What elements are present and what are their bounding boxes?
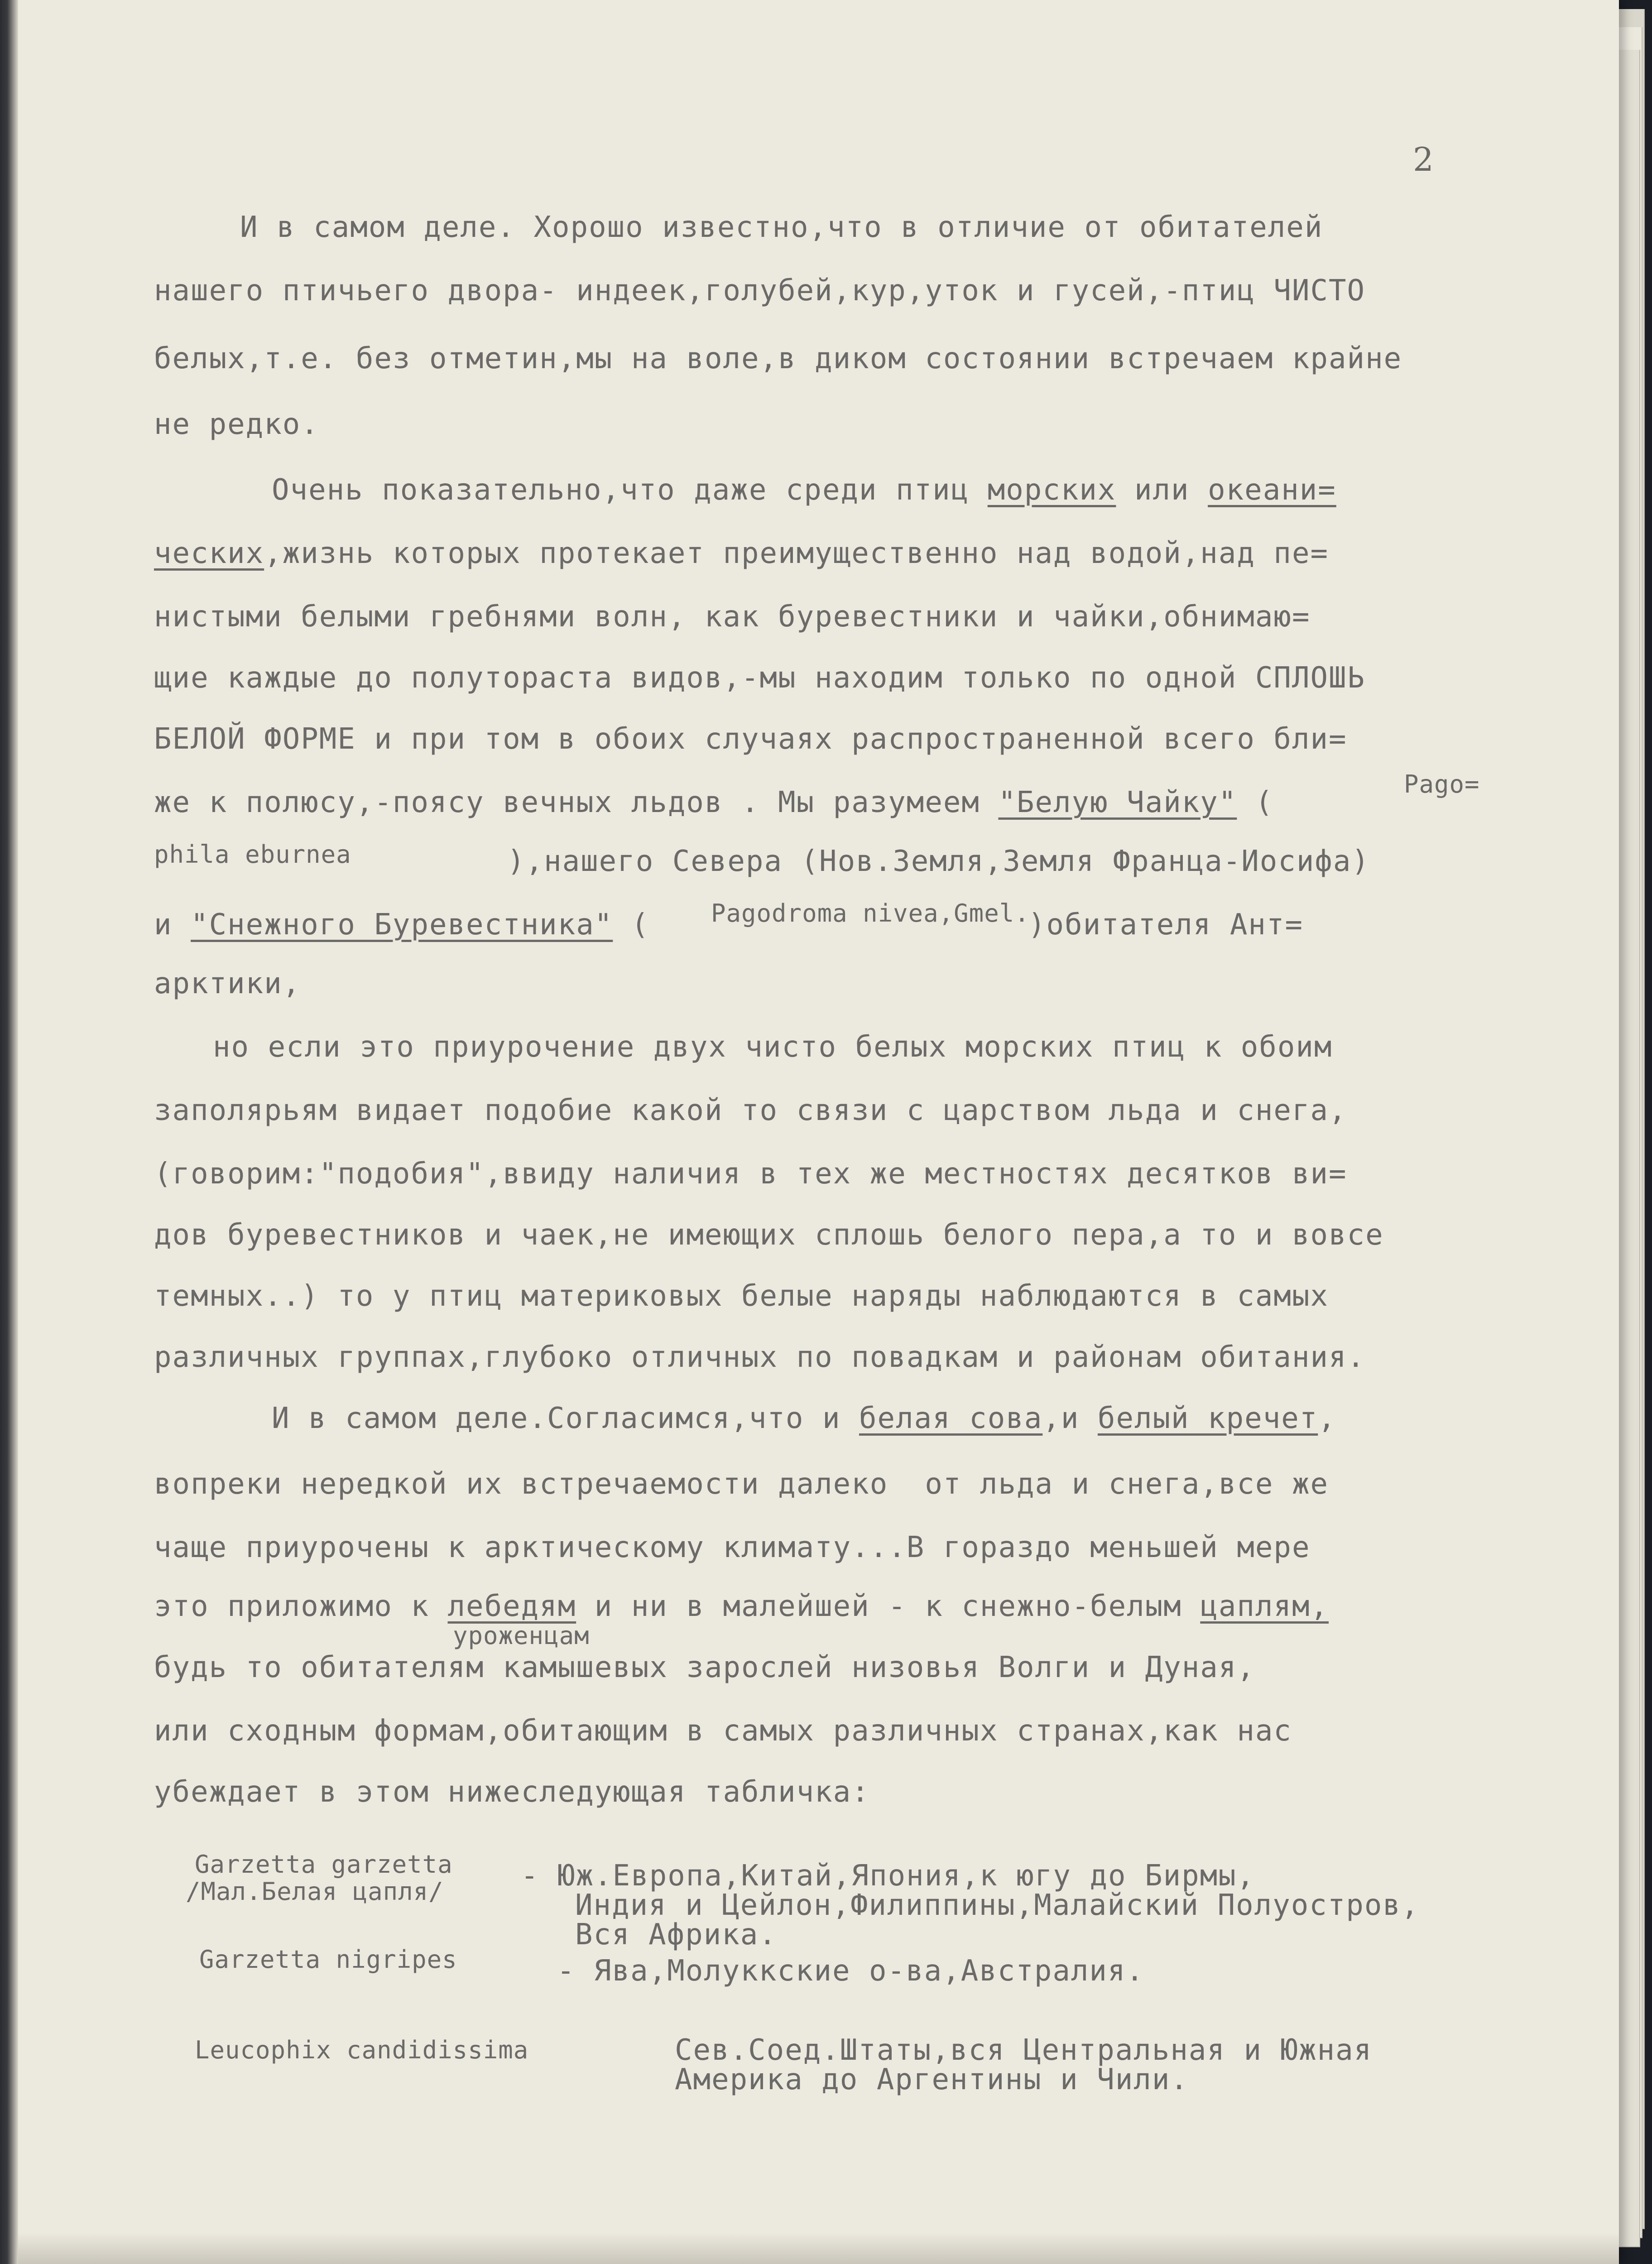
underlined-term: океани= — [1208, 473, 1336, 507]
text-line: различных группах,глубоко отличных по повадкам и районам обитания. — [154, 1341, 1366, 1374]
table-latin-name: Leucophix candidissima — [195, 2036, 529, 2064]
text-line: но если это приурочение двух чисто белых морских птиц к обоим — [213, 1030, 1333, 1064]
underlined-term: лебедям — [447, 1590, 576, 1623]
interlinear-insertion: уроженцам — [453, 1621, 590, 1650]
text-line: чаще приурочены к арктическому климату...В гораздо меньшей мере — [154, 1531, 1311, 1564]
text-line: же к полюсу,-поясу вечных льдов . Мы разумеем "Белую Чайку" ( — [154, 786, 1274, 819]
text-line: И в самом деле.Согласимся,что и белая сова,и белый кречет, — [272, 1402, 1336, 1435]
text-line: будь то обитателям камышевых зарослей низовья Волги и Дуная, — [154, 1651, 1255, 1684]
latin-name: Pago= — [1404, 770, 1480, 798]
text-line: не редко. — [154, 408, 319, 441]
latin-name: phila eburnea — [154, 840, 351, 869]
underlined-term: "Белую Чайку" — [998, 786, 1237, 819]
text-line: убеждает в этом нижеследующая табличка: — [154, 1775, 870, 1809]
text-line: нашего птичьего двора- индеек,голубей,кур,уток и гусей,-птиц ЧИСТО — [154, 274, 1366, 308]
text-line: дов буревестников и чаек,не имеющих сплошь белого пера,а то и вовсе — [154, 1218, 1384, 1252]
table-range-line: Индия и Цейлон,Филиппины,Малайский Полуостров, — [575, 1889, 1420, 1922]
text-line: БЕЛОЙ ФОРМЕ и при том в обоих случаях распространенной всего бли= — [154, 722, 1347, 756]
table-range-line: Вся Африка. — [575, 1918, 777, 1952]
text-line: нистыми белыми гребнями волн, как буревестники и чайки,обнимаю= — [154, 600, 1311, 634]
text-line: )обитателя Ант= — [1028, 908, 1303, 942]
text-line: темных..) то у птиц материковых белые наряды наблюдаются в самых — [154, 1279, 1329, 1313]
table-range-line: Америка до Аргентины и Чили. — [675, 2063, 1189, 2096]
table-common-name: /Мал.Белая цапля/ — [186, 1877, 444, 1906]
underlined-term: белый кречет — [1097, 1402, 1318, 1435]
underlined-term: морских — [987, 473, 1116, 507]
latin-name: Pagodroma nivea,Gmel. — [711, 899, 1030, 928]
text-line: или сходным формам,обитающим в самых различных странах,как нас — [154, 1714, 1292, 1748]
table-latin-name: Garzetta garzetta — [195, 1850, 453, 1879]
table-range-line: Сев.Соед.Штаты,вся Центральная и Южная — [675, 2033, 1373, 2067]
text-line: ческих,жизнь которых протекает преимущественно над водой,над пе= — [154, 537, 1329, 570]
table-latin-name: Garzetta nigripes — [199, 1945, 457, 1974]
text-line: ),нашего Севера (Нов.Земля,Земля Франца-Иосифа) — [507, 845, 1370, 878]
page-number: 2 — [1413, 140, 1435, 178]
underlined-term: белая сова — [859, 1402, 1043, 1435]
text-line: Очень показательно,что даже среди птиц морских или океани= — [272, 473, 1336, 507]
text-line: белых,т.е. без отметин,мы на воле,в диком состоянии встречаем крайне — [154, 342, 1402, 375]
text-line: это приложимо к лебедям и ни в малейшей - к снежно-белым цаплям, — [154, 1590, 1329, 1623]
text-line: арктики, — [154, 967, 301, 1000]
text-line: щие каждые до полутораста видов,-мы находим только по одной СПЛОШЬ — [154, 661, 1366, 695]
table-range-line: - Юж.Европа,Китай,Япония,к югу до Бирмы, — [521, 1859, 1255, 1893]
text-line: и "Снежного Буревестника" ( — [154, 908, 650, 942]
text-line: заполярьям видает подобие какой то связи с царством льда и снега, — [154, 1094, 1347, 1127]
text-line: (говорим:"подобия",ввиду наличия в тех же местностях десятков ви= — [154, 1157, 1347, 1191]
underlined-term: "Снежного Буревестника" — [191, 908, 613, 942]
text-line: И в самом деле. Хорошо известно,что в отличие от обитателей — [240, 211, 1323, 244]
underlined-term: ческих — [154, 537, 264, 570]
underlined-term: цаплям, — [1200, 1590, 1329, 1623]
binding-spine — [0, 0, 18, 2264]
table-range-line: - Ява,Молуккские о-ва,Австралия. — [557, 1954, 1144, 1988]
page-bottom-shadow — [18, 2233, 1619, 2264]
text-line: вопреки нередкой их встречаемости далеко от льда и снега,все же — [154, 1467, 1329, 1501]
